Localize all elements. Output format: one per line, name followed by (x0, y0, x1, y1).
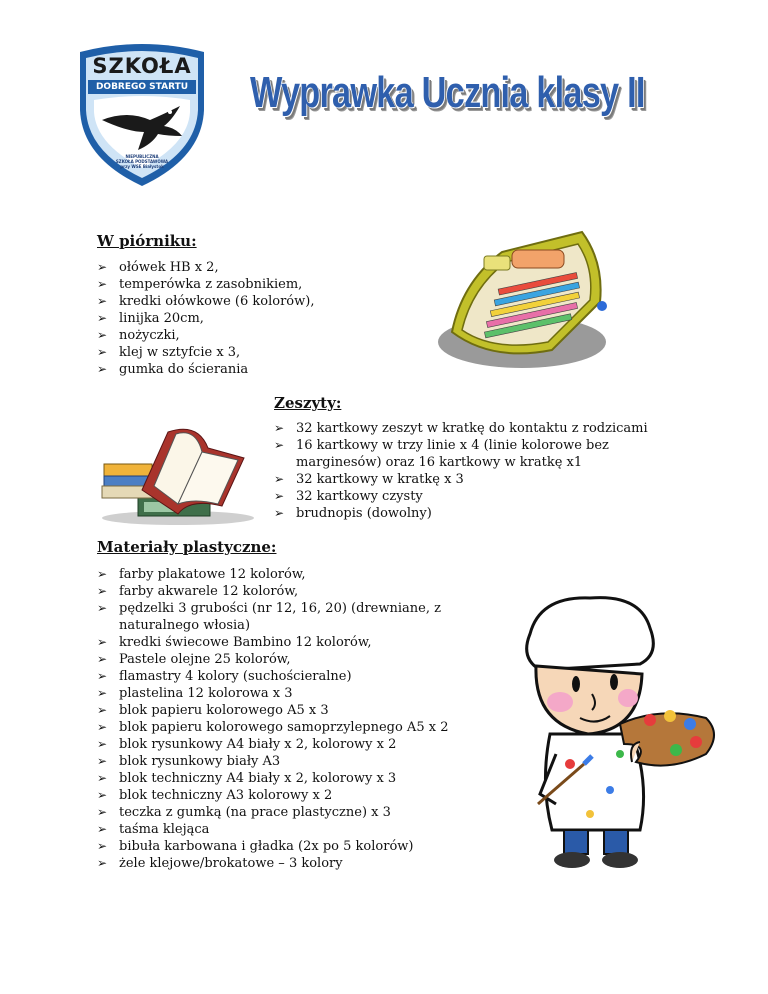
list-item: ➢ farby plakatowe 12 kolorów, (97, 566, 477, 583)
list-item: ➢ kredki ołówkowe (6 kolorów), (97, 293, 397, 310)
list-item: ➢ flamastry 4 kolory (suchościeralne) (97, 668, 477, 685)
logo-sub2: SZKOŁA PODSTAWOWA (115, 159, 169, 164)
list-item: ➢ blok techniczny A3 kolorowy x 2 (97, 787, 477, 804)
list-item: ➢ brudnopis (dowolny) (274, 505, 694, 522)
section-title-plastyczne: Materiały plastyczne: (97, 538, 277, 556)
painter-child-illustration (500, 594, 722, 874)
list-zeszyty (274, 420, 694, 522)
list-item: ➢ teczka z gumką (na prace plastyczne) x 3 (97, 804, 477, 821)
list-item: ➢ linijka 20cm, (97, 310, 397, 327)
list-item: ➢ Pastele olejne 25 kolorów, (97, 651, 477, 668)
list-item: ➢ blok techniczny A4 biały x 2, kolorowy x 3 (97, 770, 477, 787)
pencil-case-icon (432, 222, 614, 372)
painter-icon (500, 594, 722, 874)
list-item: ➢ nożyczki, (97, 327, 397, 344)
list-item: ➢ taśma klejąca (97, 821, 477, 838)
pencil-case-illustration (432, 222, 614, 372)
list-item: ➢ blok papieru kolorowego samoprzylepnego A5 x 2 (97, 719, 477, 736)
page-title: Wyprawka Ucznia klasy II (250, 68, 645, 117)
list-item: ➢ plastelina 12 kolorowa x 3 (97, 685, 477, 702)
section-title-piornik: W piórniku: (97, 232, 197, 250)
list-item: ➢ żele klejowe/brokatowe – 3 kolory (97, 855, 477, 872)
logo-sub3: przy WSE Białystok (120, 164, 164, 169)
books-illustration (98, 418, 260, 526)
list-item: ➢ ołówek HB x 2, (97, 259, 397, 276)
list-plastyczne (97, 566, 477, 872)
list-item: ➢ 16 kartkowy w trzy linie x 4 (linie kolorowe bez marginesów) oraz 16 kartkowy w kratkę x1 (274, 437, 631, 471)
list-item: ➢ blok rysunkowy biały A3 (97, 753, 477, 770)
list-item: ➢ farby akwarele 12 kolorów, (97, 583, 477, 600)
school-logo (72, 40, 212, 190)
list-item: ➢ pędzelki 3 grubości (nr 12, 16, 20) (drewniane, z naturalnego włosia) (97, 600, 469, 634)
list-item: ➢ 32 kartkowy czysty (274, 488, 694, 505)
list-piornik (97, 259, 397, 378)
list-item: ➢ blok rysunkowy A4 biały x 2, kolorowy x 2 (97, 736, 477, 753)
books-icon (98, 418, 260, 526)
list-item: ➢ 32 kartkowy zeszyt w kratkę do kontaktu z rodzicami (274, 420, 694, 437)
logo-line2: DOBREGO STARTU (88, 80, 196, 94)
list-item: ➢ blok papieru kolorowego A5 x 3 (97, 702, 477, 719)
list-item: ➢ gumka do ścierania (97, 361, 397, 378)
list-item: ➢ 32 kartkowy w kratkę x 3 (274, 471, 694, 488)
logo-sub1: NIEPUBLICZNA (125, 154, 159, 159)
list-item: ➢ temperówka z zasobnikiem, (97, 276, 397, 293)
list-item: ➢ klej w sztyfcie x 3, (97, 344, 397, 361)
section-title-zeszyty: Zeszyty: (274, 394, 342, 412)
logo-line1: SZKOŁA (92, 54, 192, 78)
list-item: ➢ bibuła karbowana i gładka (2x po 5 kolorów) (97, 838, 477, 855)
list-item: ➢ kredki świecowe Bambino 12 kolorów, (97, 634, 477, 651)
